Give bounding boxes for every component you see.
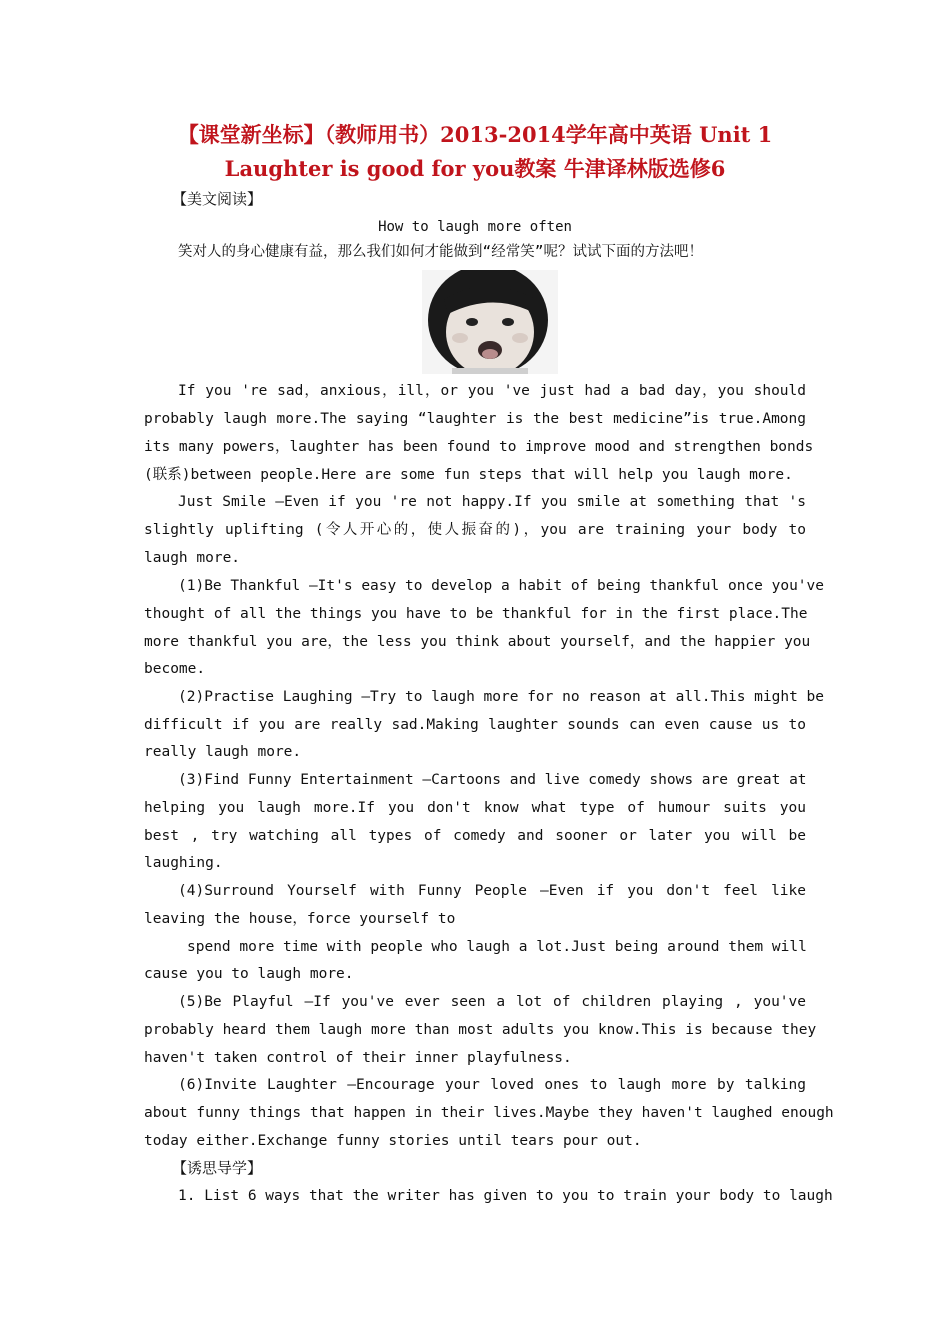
- body-line-9: thought of all the things you have to be thankful for in the first place.The: [144, 606, 808, 622]
- body-line-2: probably laugh more.The saying “laughter is the best medicine”is true.Among: [144, 411, 806, 427]
- body-line-14: really laugh more.: [144, 744, 302, 760]
- body-line-16: helping you laugh more.If you don't know what type of humour suits you: [144, 800, 806, 816]
- body-line-11: become.: [144, 661, 206, 677]
- body-line-8: (1)Be Thankful —It's easy to develop a habit of being thankful once you've: [178, 578, 825, 594]
- body-line-7: laugh more.: [144, 550, 241, 566]
- body-line-26: (6)Invite Laughter —Encourage your loved ones to laugh more by talking: [178, 1077, 806, 1093]
- document-title-line1: 【课堂新坐标】（教师用书）2013-2014学年高中英语 Unit 1: [177, 122, 773, 147]
- body-line-18: laughing.: [144, 855, 223, 871]
- body-line-17: best , try watching all types of comedy and sooner or later you will be: [144, 828, 806, 844]
- body-line-15: (3)Find Funny Entertainment —Cartoons and live comedy shows are great at: [178, 772, 807, 788]
- body-line-24: probably heard them laugh more than most adults you know.This is because they: [144, 1022, 817, 1038]
- child-laughing-photo: [422, 270, 558, 374]
- body-line-6: slightly uplifting (令人开心的，使人振奋的)，you are training your body to: [144, 522, 806, 538]
- body-line-21: spend more time with people who laugh a lot.Just being around them will: [187, 939, 807, 955]
- reading-section-header: 【美文阅读】: [172, 190, 263, 208]
- body-line-12: (2)Practise Laughing —Try to laugh more for no reason at all.This might be: [178, 689, 825, 705]
- article-title: How to laugh more often: [378, 219, 572, 235]
- body-line-10: more thankful you are，the less you think about yourself，and the happier you: [144, 634, 811, 650]
- body-line-4: (联系)between people.Here are some fun steps that will help you laugh more.: [144, 467, 793, 483]
- body-line-20: leaving the house，force yourself to: [144, 911, 456, 927]
- body-line-5: Just Smile —Even if you 're not happy.If you smile at something that 's: [178, 494, 806, 510]
- guide-section-header: 【诱思导学】: [172, 1159, 263, 1177]
- body-line-23: (5)Be Playful —If you've ever seen a lot of children playing , you've: [178, 994, 806, 1010]
- body-line-27: about funny things that happen in their lives.Maybe they haven't laughed enough: [144, 1105, 834, 1121]
- body-line-19: (4)Surround Yourself with Funny People —Even if you don't feel like: [178, 883, 806, 899]
- body-line-3: its many powers，laughter has been found to improve mood and strengthen bonds: [144, 439, 814, 455]
- body-line-28: today either.Exchange funny stories until tears pour out.: [144, 1133, 642, 1149]
- body-line-13: difficult if you are really sad.Making laughter sounds can even cause us to: [144, 717, 806, 733]
- intro-paragraph: 笑对人的身心健康有益，那么我们如何才能做到“经常笑”呢？试试下面的方法吧！: [178, 244, 703, 260]
- document-title-line2: Laughter is good for you教案 牛津译林版选修6: [224, 156, 726, 181]
- question-1: 1. List 6 ways that the writer has given to you to train your body to laugh: [178, 1188, 833, 1204]
- body-line-1: If you 're sad，anxious，ill，or you 've just had a bad day，you should: [178, 383, 806, 399]
- body-line-25: haven't taken control of their inner playfulness.: [144, 1050, 572, 1066]
- child-photo-drawing: [422, 270, 558, 374]
- body-line-22: cause you to laugh more.: [144, 966, 354, 982]
